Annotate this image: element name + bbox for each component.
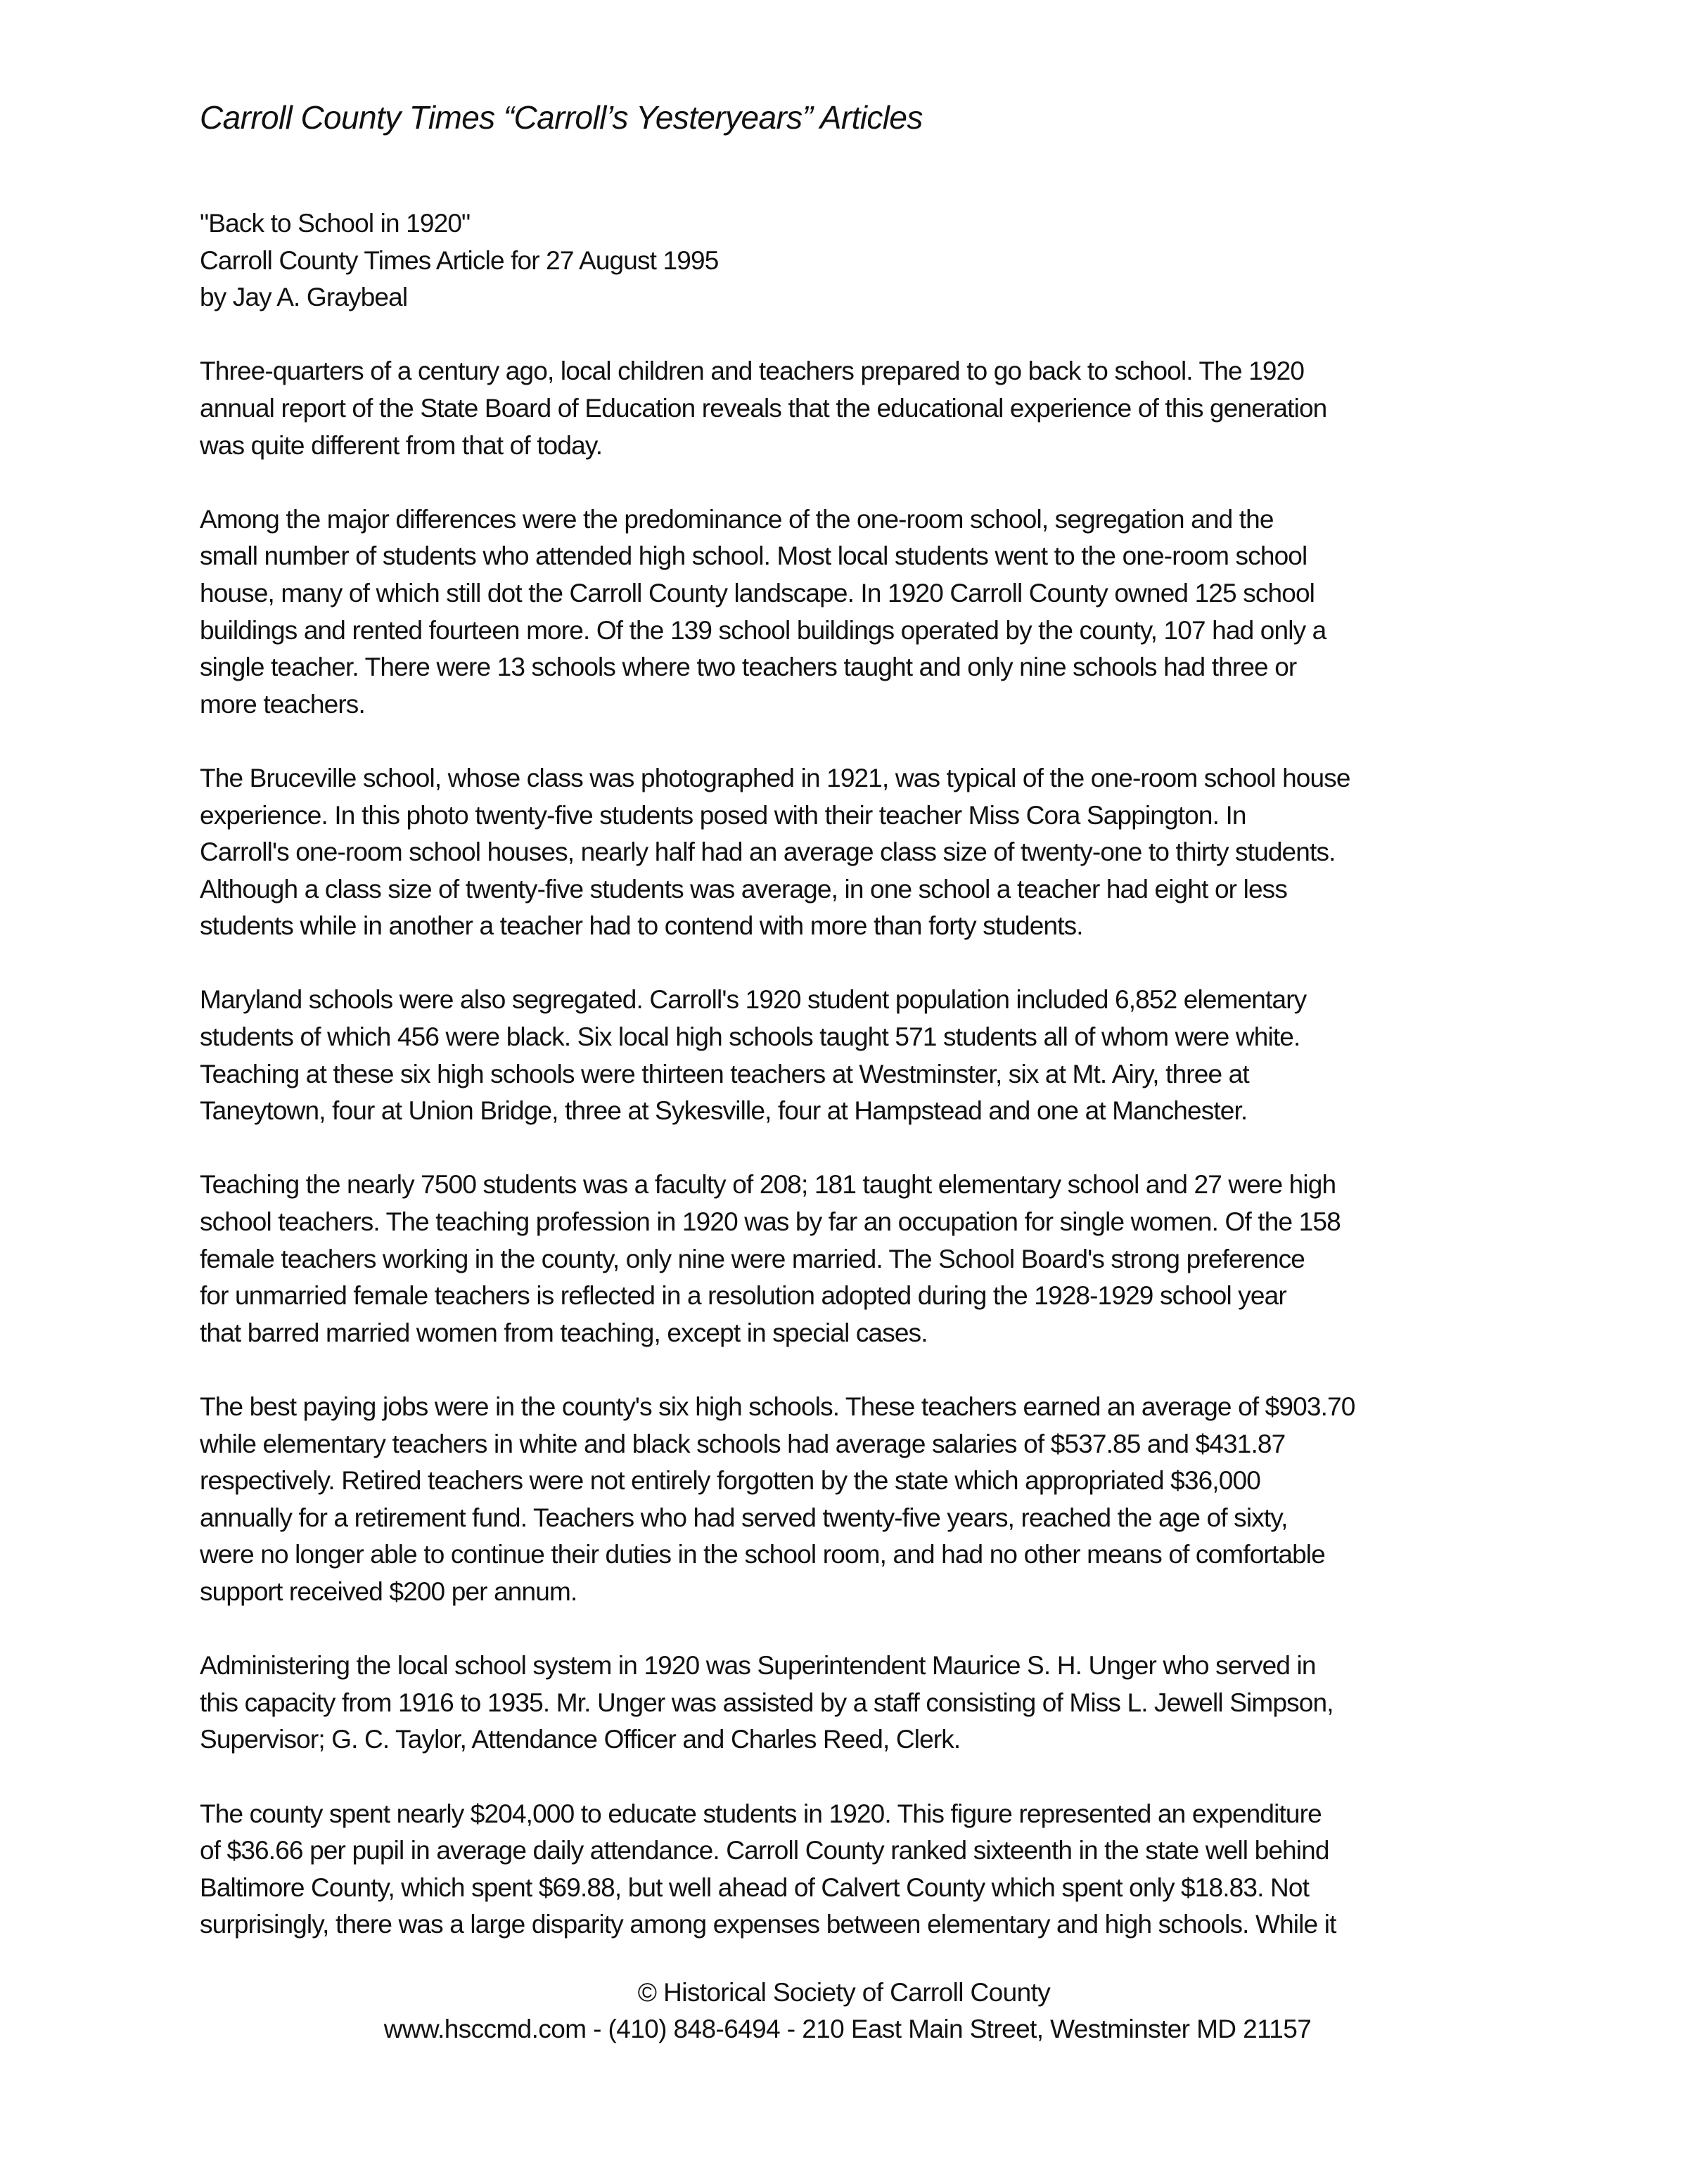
text-line: annual report of the State Board of Education reveals that the educational experience of this generation: [200, 393, 1327, 423]
text-line: buildings and rented fourteen more. Of the 139 school buildings operated by the county, 107 had only a: [200, 615, 1326, 645]
paragraph-3: [200, 760, 1508, 945]
text-line: Carroll's one-room school houses, nearly half had an average class size of twenty-one to thirty students.: [200, 837, 1336, 867]
text-line: was quite different from that of today.: [200, 430, 603, 460]
article-publication: Carroll County Times Article for 27 August 1995: [200, 245, 719, 275]
text-line: students of which 456 were black. Six local high schools taught 571 students all of whom were white.: [200, 1022, 1300, 1052]
series-title: Carroll County Times “Carroll’s Yesteryears” Articles: [200, 99, 923, 136]
paragraph-2: [200, 501, 1508, 724]
text-line: more teachers.: [200, 689, 365, 719]
text-line: Maryland schools were also segregated. Carroll's 1920 student population included 6,852 elementary: [200, 985, 1307, 1015]
text-line: were no longer able to continue their duties in the school room, and had no other means of comfortable: [200, 1540, 1325, 1569]
paragraph-8: [200, 1796, 1508, 1944]
article-headline: "Back to School in 1920": [200, 209, 471, 238]
text-line: Three-quarters of a century ago, local children and teachers prepared to go back to school. The 1920: [200, 356, 1305, 386]
article-meta: [200, 205, 1508, 316]
text-line: small number of students who attended high school. Most local students went to the one-room school: [200, 541, 1307, 571]
text-line: that barred married women from teaching, except in special cases.: [200, 1318, 928, 1347]
text-line: this capacity from 1916 to 1935. Mr. Unger was assisted by a staff consisting of Miss L. Jewell Simpson,: [200, 1688, 1334, 1717]
footer-copyright: © Historical Society of Carroll County: [637, 1978, 1051, 2007]
text-line: of $36.66 per pupil in average daily attendance. Carroll County ranked sixteenth in the state well behind: [200, 1836, 1329, 1865]
text-line: experience. In this photo twenty-five students posed with their teacher Miss Cora Sappington. In: [200, 800, 1246, 830]
text-line: Although a class size of twenty-five students was average, in one school a teacher had eight or less: [200, 874, 1287, 904]
text-line: surprisingly, there was a large disparity among expenses between elementary and high schools. While it: [200, 1910, 1336, 1939]
paragraph-7: [200, 1647, 1508, 1759]
text-line: Teaching at these six high schools were thirteen teachers at Westminster, six at Mt. Airy, three at: [200, 1059, 1249, 1088]
text-line: Baltimore County, which spent $69.88, but well ahead of Calvert County which spent only $18.83. Not: [200, 1873, 1310, 1902]
text-line: support received $200 per annum.: [200, 1576, 577, 1606]
text-line: The best paying jobs were in the county's six high schools. These teachers earned an average of $903.70: [200, 1392, 1355, 1421]
text-line: respectively. Retired teachers were not entirely forgotten by the state which appropriated $36,000: [200, 1466, 1260, 1496]
text-line: school teachers. The teaching profession in 1920 was by far an occupation for single women. Of the 158: [200, 1207, 1341, 1237]
page-footer: [0, 1974, 1688, 2048]
text-line: The Bruceville school, whose class was photographed in 1921, was typical of the one-room school house: [200, 763, 1350, 792]
text-line: for unmarried female teachers is reflected in a resolution adopted during the 1928-1929 school year: [200, 1281, 1286, 1311]
text-line: house, many of which still dot the Carroll County landscape. In 1920 Carroll County owned 125 school: [200, 578, 1315, 608]
text-line: Administering the local school system in 1920 was Superintendent Maurice S. H. Unger who served in: [200, 1651, 1316, 1681]
text-line: Taneytown, four at Union Bridge, three at Sykesville, four at Hampstead and one at Manchester.: [200, 1096, 1248, 1126]
text-line: female teachers working in the county, only nine were married. The School Board's strong preference: [200, 1244, 1305, 1273]
text-line: The county spent nearly $204,000 to educate students in 1920. This figure represented an expenditure: [200, 1799, 1322, 1828]
paragraph-1: [200, 353, 1508, 464]
paragraph-4: [200, 982, 1508, 1129]
text-line: Teaching the nearly 7500 students was a faculty of 208; 181 taught elementary school and 27 were high: [200, 1170, 1336, 1200]
paragraph-6: [200, 1389, 1508, 1611]
text-line: annually for a retirement fund. Teachers who had served twenty-five years, reached the age of sixty,: [200, 1503, 1288, 1532]
text-line: Among the major differences were the predominance of the one-room school, segregation and the: [200, 504, 1274, 534]
footer-contact: www.hsccmd.com - (410) 848-6494 - 210 East Main Street, Westminster MD 21157: [383, 2015, 1312, 2043]
article-byline: by Jay A. Graybeal: [200, 283, 408, 312]
text-line: while elementary teachers in white and black schools had average salaries of $537.85 and $431.87: [200, 1429, 1286, 1458]
text-line: single teacher. There were 13 schools where two teachers taught and only nine schools had three or: [200, 653, 1297, 682]
text-line: Supervisor; G. C. Taylor, Attendance Officer and Charles Reed, Clerk.: [200, 1725, 961, 1754]
paragraph-5: [200, 1167, 1508, 1351]
article-body: [200, 205, 1508, 1981]
text-line: students while in another a teacher had to contend with more than forty students.: [200, 911, 1083, 941]
